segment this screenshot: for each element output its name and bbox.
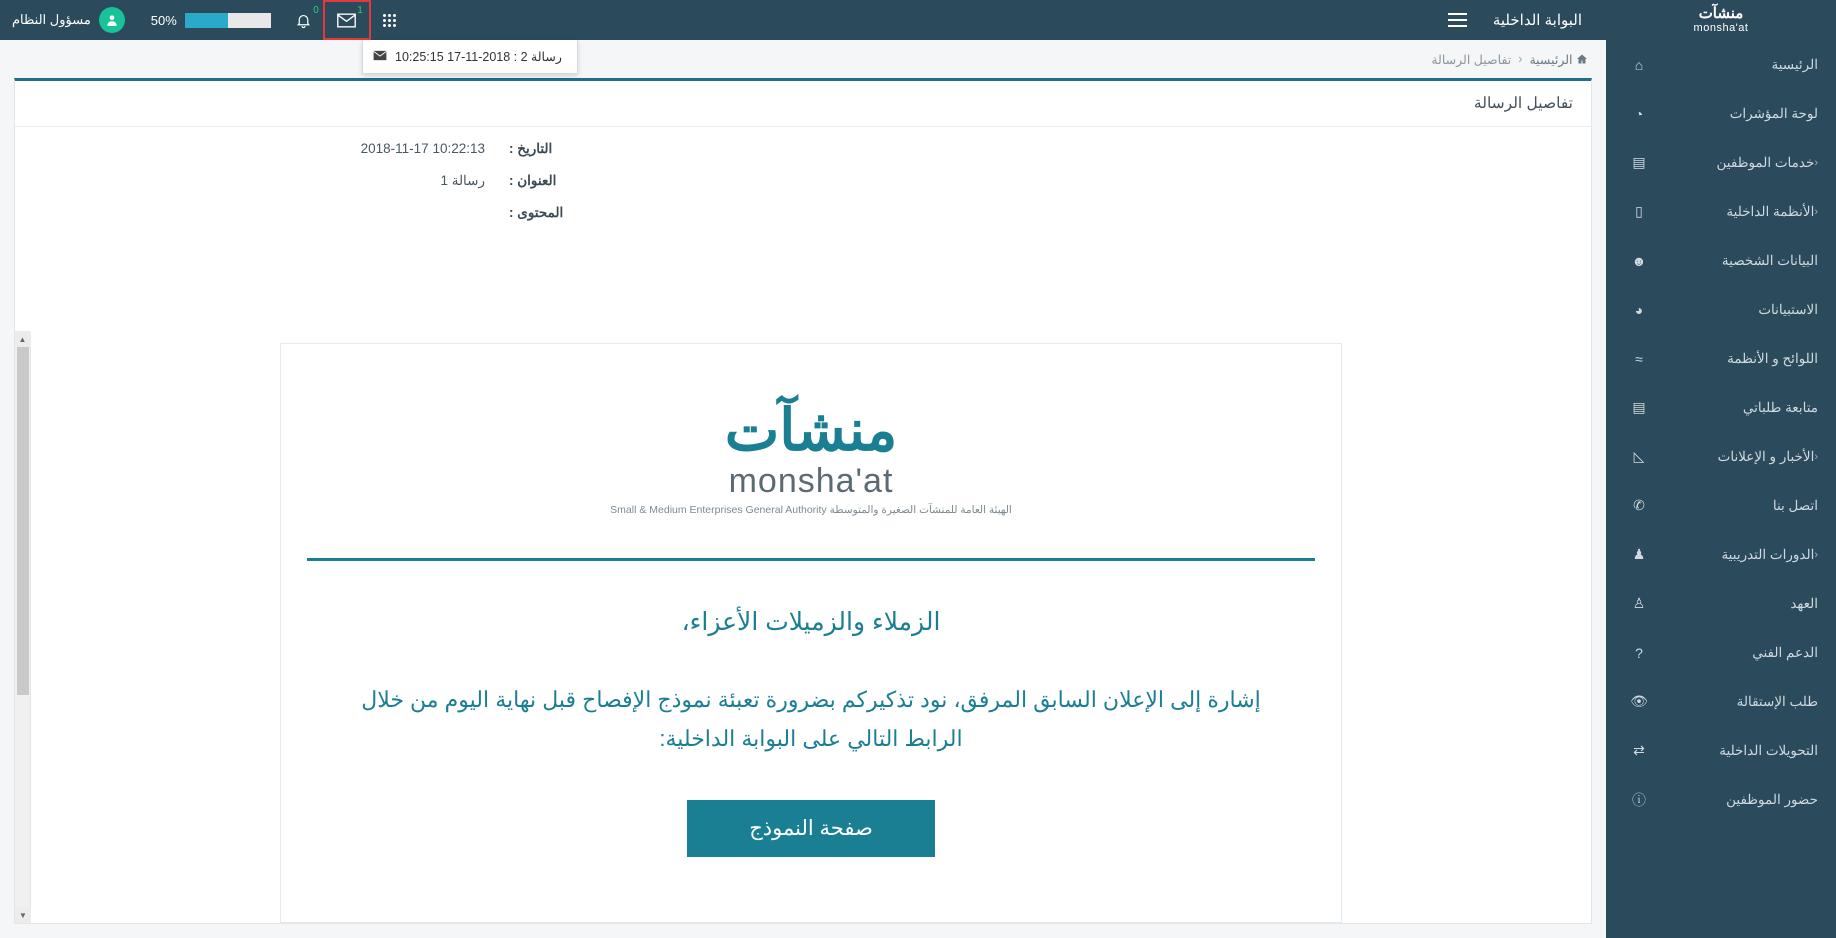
avatar [99,7,125,33]
sidebar-item-label: الأنظمة الداخلية [1726,203,1815,219]
sidebar-item-label: البيانات الشخصية [1721,252,1818,268]
clipboard-icon: ▤ [1632,154,1646,170]
field-row [15,141,1591,157]
message-logo-subtitle: الهيئة العامة للمنشآت الصغيرة والمتوسطة Small & Medium Enterprises General Authority [610,504,1012,516]
field-label: المحتوى : [509,205,564,220]
menu-toggle-icon[interactable] [1441,3,1475,37]
scroll-up-arrow[interactable]: ▲ [15,331,31,347]
mail-button[interactable] [328,0,366,40]
sidebar-item-11[interactable] [1606,530,1836,579]
field-row [15,205,1591,221]
message-logo [307,344,1315,542]
message-body [31,331,1591,923]
sidebar-item-label: حضور الموظفين [1726,791,1818,807]
user-icon: ☻ [1631,252,1647,269]
sidebar-item-3[interactable] [1606,138,1836,187]
sidebar-item-5[interactable] [1606,236,1836,285]
panel-header [15,81,1591,127]
phone-icon: ✆ [1633,497,1645,513]
apps-grid-button[interactable] [371,0,409,40]
hamburger-line [1448,19,1467,21]
sidebar-item-13[interactable] [1606,628,1836,677]
sidebar-item-7[interactable] [1606,334,1836,383]
topbar-actions [0,0,409,40]
sidebar-item-label: اتصل بنا [1772,497,1818,513]
sidebar-item-label: لوحة المؤشرات [1729,105,1818,121]
sidebar-item-12[interactable] [1606,579,1836,628]
help-icon: ? [1635,644,1643,661]
portal-title: البوابة الداخلية [1492,12,1582,29]
field-label: التاريخ : [509,141,553,156]
chevron-left-icon: ‹ [1814,450,1818,463]
breadcrumb-home[interactable] [1529,52,1588,67]
mail-dropdown-item-label: رسالة 2 : 2018-11-17 10:25:15 [395,50,562,64]
message-details-panel [14,78,1592,924]
home-icon: ⌂ [1634,56,1644,73]
main-content [0,40,1606,938]
scroll-down-arrow[interactable]: ▼ [15,907,31,923]
breadcrumb-current: تفاصيل الرسالة [1431,52,1512,67]
message-logo-latin: monsha'at [728,462,894,500]
sidebar-item-label: متابعة طلباتي [1742,399,1818,415]
profile-completion [137,13,285,28]
breadcrumb [0,40,1606,78]
message-button-wrap [307,758,1315,857]
brand-logo-latin: monsha'at [1693,22,1749,34]
sidebar-item-2[interactable] [1606,89,1836,138]
breadcrumb-home-label: الرئيسية [1529,52,1573,67]
brand-logo-arabic: منشآت [1698,5,1744,22]
box-icon: ♙ [1632,595,1646,611]
message-card [280,343,1342,923]
progress-bar [185,13,271,28]
transfer-icon: ⇄ [1633,742,1645,758]
form-page-button[interactable]: صفحة النموذج [687,800,935,857]
gauge-icon: ◔ [1634,105,1644,122]
chevron-left-icon: ‹ [1814,548,1818,561]
notifications-button[interactable] [285,0,323,40]
message-logo-arabic: منشآت [724,398,898,463]
field-label: العنوان : [509,173,557,188]
megaphone-icon: ◺ [1633,448,1645,464]
info-icon: ⓘ [1632,791,1646,808]
sidebar-item-14[interactable] [1606,677,1836,726]
hamburger-line [1448,25,1467,27]
field-value: 2018-11-17 10:22:13 [360,141,485,156]
sidebar-item-label: العهد [1790,595,1818,611]
sidebar-item-label: الدورات التدريبية [1721,546,1815,562]
progress-bar-fill [185,13,228,28]
mail-button-highlight[interactable] [323,0,371,40]
sidebar-item-9[interactable] [1606,432,1836,481]
brand-logo[interactable] [1606,0,1836,40]
vertical-scrollbar[interactable] [15,331,31,923]
sidebar-item-label: الأخبار و الإعلانات [1717,448,1815,464]
top-bar [0,0,1836,40]
message-paragraph: إشارة إلى الإعلان السابق المرفق، نود تذكيركم بضرورة تعبئة نموذج الإفصاح قبل نهاية اليوم من خلال الرابط التالي على البوابة الداخلية: [361,687,1261,751]
sidebar-item-label: اللوائح و الأنظمة [1727,350,1818,366]
sidebar-item-16[interactable] [1606,775,1836,824]
scrollbar-thumb[interactable] [17,347,29,695]
sidebar-item-label: طلب الإستقالة [1736,693,1818,709]
sidebar-item-6[interactable] [1606,285,1836,334]
envelope-icon [373,50,387,64]
sidebar[interactable] [1606,40,1836,938]
book-icon: ▯ [1635,203,1643,219]
sidebar-item-1[interactable] [1606,40,1836,89]
user-menu[interactable] [6,7,137,33]
mail-dropdown[interactable] [362,40,578,74]
eye-icon: 👁 [1630,693,1648,709]
field-row [15,173,1591,189]
message-fields [15,127,1591,239]
user-name: مسؤول النظام [12,12,91,27]
sidebar-item-4[interactable] [1606,187,1836,236]
clock-icon: ◕ [1634,301,1644,318]
message-greeting: الزملاء والزميلات الأعزاء، [681,608,941,636]
sidebar-item-10[interactable] [1606,481,1836,530]
hamburger-line [1448,13,1467,15]
profile-completion-label: 50% [150,12,177,28]
page-title: تفاصيل الرسالة [1473,95,1573,112]
notifications-badge: 0 [313,5,319,16]
sidebar-item-label: الرئيسية [1771,56,1818,72]
sidebar-item-label: الدعم الفني [1752,644,1818,660]
rss-icon: ≈ [1635,350,1643,367]
field-value: رسالة 1 [440,173,485,188]
sidebar-item-15[interactable] [1606,726,1836,775]
sidebar-item-label: التحويلات الداخلية [1719,742,1818,758]
message-body-viewport [15,331,1591,923]
breadcrumb-separator: ‹ [1518,52,1523,66]
mail-dropdown-item[interactable] [363,40,577,73]
chevron-left-icon: ‹ [1814,156,1818,169]
sidebar-item-8[interactable] [1606,383,1836,432]
grid-icon [383,14,396,27]
chevron-left-icon: ‹ [1814,205,1818,218]
sidebar-item-label: الاستبيانات [1758,301,1818,317]
sidebar-item-label: خدمات الموظفين [1716,154,1815,170]
list-icon: ▤ [1632,399,1646,415]
mail-badge: 1 [357,5,363,16]
course-icon: ♟ [1632,546,1646,562]
